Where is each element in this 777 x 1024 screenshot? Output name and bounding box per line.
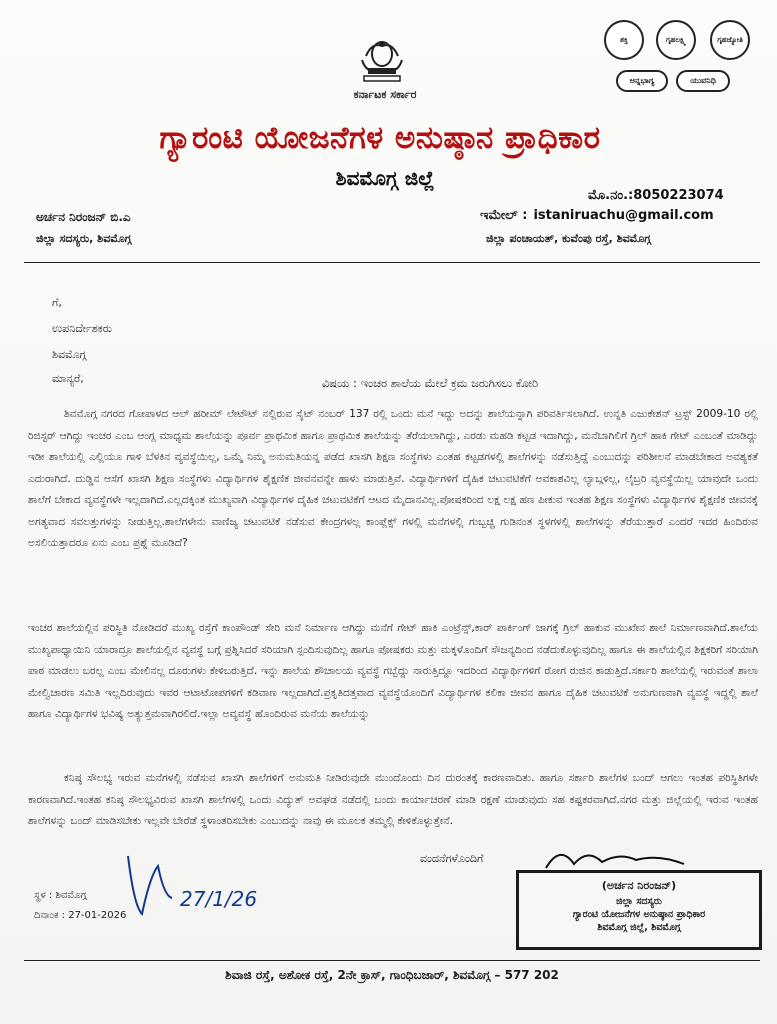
handwritten-signature: [120, 836, 290, 926]
footer-address: ಶಿವಾಜಿ ರಸ್ತೆ, ಅಶೋಕ ರಸ್ತೆ, 2ನೇ ಕ್ರಾಸ್, ಗಾಂಧಿಬಜಾರ್, ಶಿವಮೊಗ್ಗ – 577 202: [225, 968, 559, 982]
scheme-logos: [596, 18, 772, 94]
email-address: istaniruachu@gmail.com: [533, 208, 714, 223]
annabhagya-logo-icon: ಅನ್ನಭಾಗ್ಯ: [616, 70, 668, 92]
gruhalakshmi-logo-icon: ಗೃಹಲಕ್ಷ್ಮಿ: [656, 20, 696, 60]
stamp-name: (ಅರ್ಚನ ನಿರಂಜನ್): [601, 879, 677, 892]
body-paragraph-3: ಕನಿಷ್ಠ ಸೌಲಭ್ಯ ಇರುವ ಮನೆಗಳಲ್ಲಿ ನಡೆಸುವ ಖಾಸಗಿ ಶಾಲೆಗಳಿಗೆ ಅನುಮತಿ ನೀಡಿರುವುದೇ ಮುಂದೊಂದು ದಿನ ದುರಂತಕ್ಕೆ ಕಾರಣವಾದಿತು. ಹಾಗೂ ಸರ್ಕಾರಿ ಶಾಲೆಗಳ ಬಂದ್ ಆಗಲು ಇಂತಹ ಪರಿಸ್ಥಿತಿಗಳೇ ಕಾರಣವಾಗಿದೆ.ಇಂತಹ ಕನಿಷ್ಠ ಸೌಲಭ್ಯವಿರುವ ಖಾಸಗಿ ಶಾಲೆಗಳಲ್ಲಿ ಒಂದು ವಿದ್ಯುತ್ ಅವಘಡ ನಡೆದಲ್ಲಿ ಬಂದು ಕಾರ್ಯಾಚರಣೆ ಮಾಡಿ ರಕ್ಷಣೆ ಮಾಡುವುದು ಸಹ ಕಷ್ಟಕರವಾಗಿದೆ.ನಗರ ಮತ್ತು ಜಿಲ್ಲೆಯಲ್ಲಿ ಇರುವ ಇಂತಹ ಶಾಲೆಗಳನ್ನು ಬಂದ್ ಮಾಡಿಸಬೇಕು ಇಲ್ಲವೇ ಬೇರೆಡೆ ಸ್ಥಳಾಂತರಿಸಬೇಕು ಎಂಬುದನ್ನು ನಾವು ಈ ಮೂಲಕ ತಮ್ಮಲ್ಲಿ ಕೇಳಿಕೊಳ್ಳುತ್ತೇನೆ.: [28, 772, 758, 827]
office-address: ಜಿಲ್ಲಾ ಪಂಚಾಯತ್, ಕುವೆಂಪು ರಸ್ತೆ, ಶಿವಮೊಗ್ಗ: [486, 232, 651, 245]
to-label: ಗೆ,: [52, 296, 62, 309]
subject-line: ವಿಷಯ : ಇಂಚರ ಶಾಲೆಯ ಮೇಲೆ ಕ್ರಮ ಜರುಗಿಸಲು ಕೋರಿ: [321, 376, 539, 390]
recipient-place: ಶಿವಮೊಗ್ಗ: [52, 348, 87, 361]
stamp-authority: ಗ್ಯಾರಂಟಿ ಯೋಜನೆಗಳ ಅನುಷ್ಠಾನ ಪ್ರಾಧಿಕಾರ: [572, 909, 706, 920]
member-role: ಜಿಲ್ಲಾ ಸದಸ್ಯರು, ಶಿವಮೊಗ್ಗ: [36, 232, 132, 245]
email-row: [480, 208, 714, 223]
salutation: ಮಾನ್ಯರೆ,: [52, 372, 84, 385]
phone-number: ಮೊ.ನಂ.:8050223074: [588, 188, 724, 203]
email-label: ಇಮೇಲ್ :: [480, 208, 528, 223]
body-paragraph-1: ಶಿವಮೊಗ್ಗ ನಗರದ ಗೋಪಾಳದ ಆಲ್ ಹರೀಮ್ ಲೇಟೌಟ್ ನಲ್ಲಿರುವ ಸೈಟ್ ನಂಬರ್ 137 ರಲ್ಲಿ ಒಂದು ಮನೆ ಇದ್ದು ಅದನ್ನು ಶಾಲೆಯನ್ನಾಗಿ ಪರಿವರ್ತಿಸಲಾಗಿದೆ. ಉನ್ನತಿ ಎಜುಕೇಶನ್ ಟ್ರಸ್ಟ್ 2009-10 ರಲ್ಲಿ ರಿಜಿಸ್ಟರ್ ಆಗಿದ್ದು ಇಂಚರ ಎಂಬ ಆಂಗ್ಲ ಮಾಧ್ಯಮ ಶಾಲೆಯನ್ನು ಪೂರ್ವ ಪ್ರಾಥಮಿಕ ಹಾಗೂ ಪ್ರಾಥಮಿಕ ಶಾಲೆಯನ್ನು ತೆರೆಯಲಾಗಿದ್ದು, ಎರಡು ಮಹಡಿ ಕಟ್ಟಡ ಇದಾಗಿದ್ದು, ಮನೆಬಾಗಿಲಿಗೆ ಗ್ರಿಲ್ ಹಾಕಿ ಗೇಟ್ ಎಂಬಂತೆ ಮಾಡಿದ್ದು ಇಡೀ ಶಾಲೆಯಲ್ಲಿ ಎಲ್ಲಿಯೂ ಗಾಳಿ ಬೆಳಕಿನ ವ್ಯವಸ್ಥೆಯಿಲ್ಲ, ಒಮ್ಮೆ ನಿಮ್ಮ ಅನುಮತಿಯನ್ನ ಪಡೆದ ಖಾಸಗಿ ಶಿಕ್ಷಣ ಸಂಸ್ಥೆಗಳು ಎಂತಹ ಕಟ್ಟಡಗಳಲ್ಲಿ ಶಾಲೆಗಳನ್ನು ನಡೆಸುತ್ತಿದ್ದೆ ಎಂಬುದನ್ನು ಪರಿಶೀಲನೆ ಮಾಡಬೇಕಾದ ಅವಶ್ಯಕತೆ ಎದುರಾಗಿದೆ. ದುಡ್ಡಿನ ಆಸೆಗೆ ಖಾಸಗಿ ಶಿಕ್ಷಣ ಸಂಸ್ಥೆಗಳು ವಿದ್ಯಾರ್ಥಿಗಳ ಶೈಕ್ಷಣಿಕ ಜೀವನವನ್ನೇ ಹಾಳು ಮಾಡುತ್ತಿವೆ. ವಿದ್ಯಾರ್ಥಿಗಳಿಗೆ ದೈಹಿಕ ಚಟುವಟಿಕೆಗೆ ಅವಕಾಶವಿಲ್ಲ ಲ್ಯಾಬ್ಗಳಿಲ್ಲ, ಲೈಬ್ರರಿ ವ್ಯವಸ್ಥೆಯಿಲ್ಲ ಯಾವುದೇ ಒಂದು ಶಾಲೆಗೆ ಬೇಕಾದ ವ್ಯವಸ್ಥೆಗಳೇ ಇಲ್ಲದಾಗಿದೆ.ಎಲ್ಲದಕ್ಕಿಂತ ಮುಖ್ಯವಾಗಿ ವಿದ್ಯಾರ್ಥಿಗಳ ದೈಹಿಕ ಚಟುವಟಿಕೆಗೆ ಆಟದ ಮೈದಾನವಿಲ್ಲ.ಪೋಷಕರಿಂದ ಲಕ್ಷ ಲಕ್ಷ ಹಣ ಪೀಕುವ ಇಂತಹ ಶಿಕ್ಷಣ ಸಂಸ್ಥೆಗಳು ವಿದ್ಯಾರ್ಥಿಗಳ ಶೈಕ್ಷಣಿಕ ಜೀವನಕ್ಕೆ ಅಗತ್ಯವಾದ ಸವಲತ್ತುಗಳನ್ನು ನೀಡುತ್ತಿಲ್ಲ.ಶಾಲೆಗಳೇನು ವಾಣಿಜ್ಯ ಚಟುವಟಿಕೆ ನಡೆಸುವ ಕೇಂದ್ರಗಳಲ್ಲ ಕಾಂಪ್ಲೆಕ್ಸ್ ಗಳಲ್ಲಿ ಮನೆಗಳಲ್ಲಿ ಗುಬ್ಬಚ್ಚಿ ಗುಡಿನಂತ ಸ್ಥಳಗಳಲ್ಲಿ ಶಾಲೆಗಳನ್ನು ತೆರೆಯುತ್ತಾರೆ ಎಂದರೆ ಇದರ ಹಿಂದಿರುವ ಅಸಲಿಯತ್ತಾದರೂ ಏನು ಎಂಬ ಪ್ರಶ್ನೆ ಮೂಡಿದೆ?: [28, 408, 758, 549]
footer-divider: [24, 960, 760, 961]
stamp-district: ಶಿವಮೊಗ್ಗ ಜಿಲ್ಲೆ, ಶಿವಮೊಗ್ಗ: [597, 922, 681, 933]
closing-greeting: ವಂದನೆಗಳೊಂದಿಗೆ: [420, 852, 484, 865]
handwritten-date: 27/1/26: [180, 887, 258, 911]
shakti-logo-icon: ಶಕ್ತಿ: [604, 20, 644, 60]
authority-title: ಗ್ಯಾರಂಟಿ ಯೋಜನೆಗಳ ಅನುಷ್ಠಾನ ಪ್ರಾಧಿಕಾರ: [159, 120, 601, 156]
place-label: ಸ್ಥಳ : ಶಿವಮೊಗ್ಗ: [34, 890, 87, 901]
stamp-role: ಜಿಲ್ಲಾ ಸದಸ್ಯರು: [616, 896, 662, 907]
yuvanidhi-logo-icon: ಯುವನಿಧಿ: [676, 70, 730, 92]
recipient: ಉಪನಿರ್ದೇಶಕರು: [52, 322, 113, 335]
header-divider: [24, 262, 760, 263]
government-name: ಕರ್ನಾಟಕ ಸರ್ಕಾರ: [353, 88, 417, 101]
district-title: ಶಿವಮೊಗ್ಗ ಜಿಲ್ಲೆ: [335, 166, 435, 190]
member-name: ಅರ್ಚನ ನಿರಂಜನ್ ಬಿ.ಎ: [36, 210, 131, 224]
state-emblem-icon: [352, 36, 412, 88]
gruhajyothi-logo-icon: ಗೃಹಜ್ಯೋತಿ: [710, 20, 750, 60]
official-stamp: [516, 870, 762, 950]
body-paragraph-2: ಇಂಚರ ಶಾಲೆಯಲ್ಲಿನ ಪರಿಸ್ಥಿತಿ ನೋಡಿದರೆ ಮುಖ್ಯ ರಸ್ತೆಗೆ ಕಾಂಪೌಂಡ್ ಸೇರಿ ಮನೆ ನಿರ್ಮಾಣ ಆಗಿದ್ದು ಮನೆಗೆ ಗೇಟ್ ಹಾಕಿ ಎಂಟ್ರೆನ್ಸ್,ಕಾರ್ ಪಾರ್ಕಿಂಗ್ ಜಾಗಕ್ಕೆ ಗ್ರಿಲ್ ಹಾಕುವ ಮುಖೇನ ಶಾಲೆ ನಿರ್ಮಾಣವಾಗಿದೆ.ಶಾಲೆಯ ಮುಖ್ಯಪಾಧ್ಯಾಯಿನಿ ಯಾರಾದ್ರೂ ಶಾಲೆಯಲ್ಲಿನ ವ್ಯವಸ್ಥೆ ಬಗ್ಗೆ ಪ್ರಶ್ನಿಸಿದರೆ ಸರಿಯಾಗಿ ಸ್ಪಂದಿಸುವುದಿಲ್ಲ ಹಾಗೂ ಪೋಷಕರು ಮತ್ತು ಮಕ್ಕಳೊಂದಿಗೆ ಸೌಜನ್ಯದಿಂದ ನಡೆದುಕೊಳ್ಳುವುದಿಲ್ಲ ಹಾಗೂ ಈ ಶಾಲೆಯಲ್ಲಿನ ಶಿಕ್ಷಕರಿಗೆ ಸರಿಯಾಗಿ ಪಾಠ ಮಾಡಲು ಬರಲ್ಲ ಎಂಬ ಮೇಲಿನಲ್ಲ ದೂರುಗಳು ಕೇಳಿಬರುತ್ತಿದೆ. ಇನ್ನು ಶಾಲೆಯ ಶೌಚಾಲಯ ವ್ಯವಸ್ಥೆ ಗಬ್ಬೆದ್ದು ನಾರುತ್ತಿದ್ದೂ ಇದರಿಂದ ವಿದ್ಯಾರ್ಥಿಗಳಿಗೆ ರೋಗ ರುಜಿನ ಕಾಡುತ್ತಿದೆ.ಸರ್ಕಾರಿ ಶಾಲೆಯಲ್ಲಿ ಇರುವಂತೆ ಶಾಲಾ ಮೇಲ್ವಿಚಾರಣ ಸಮಿತಿ ಇಲ್ಲದಿರುವುದು ಇವರ ಆಟಾಟೋಪಗಳಿಗೆ ಕಡಿವಾಣ ಇಲ್ಲದಾಗಿದೆ.ಪ್ರಕೃತಿದತ್ತವಾದ ವ್ಯವಸ್ಥೆಯೊಂದಿಗೆ ವಿದ್ಯಾರ್ಥಿಗಳ ಕಲಿಕಾ ಜೀವನ ಹಾಗೂ ದೈಹಿಕ ಚಟುವಟಿಕೆ ಅನುಗುಣವಾಗಿ ವ್ಯವಸ್ಥೆ ಇದ್ದಲ್ಲಿ ಶಾಲೆ ಹಾಗೂ ವಿದ್ಯಾರ್ಥಿಗಳ ಭವಿಷ್ಯ ಅತ್ಯುತ್ತಮವಾಗಿರಲಿದೆ.ಇಲ್ಲಾ ಅವ್ಯವಸ್ಥೆ ಹೊಂದಿರುವ ಮನೆಯ ಶಾಲೆಯನ್ನು: [28, 622, 758, 720]
date-label: ದಿನಾಂಕ : 27-01-2026: [34, 910, 127, 921]
